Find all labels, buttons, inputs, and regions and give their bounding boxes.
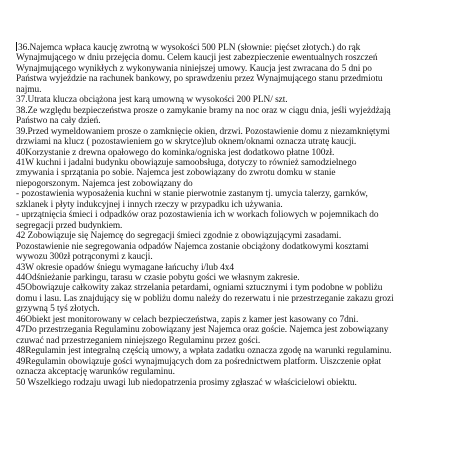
doc-line: 40Korzystanie z drewna opałowego do kominka/ogniska jest dodatkowo płatne 100zł. (16, 147, 335, 158)
doc-line: 42 Zobowiązuje się Najemcę do segregacji śmieci zgodnie z obowiązującymi zasadami. (16, 231, 342, 242)
doc-line: Wynajmującego wynikłych z wykonywania niniejszej umowy. Kaucja jest zwracana do 5 dni po (16, 63, 372, 74)
doc-line: szklanek i płyty indukcyjnej i innych rzeczy w przypadku ich używania. (16, 199, 283, 210)
doc-line: 48Regulamin jest integralną częścią umowy, a wpłata zadatku oznacza zgodę na warunki regulaminu. (16, 346, 392, 357)
doc-line: 38.Ze względu bezpieczeństwa prosze o zamykanie bramy na noc oraz w ciągu dnia, jeśli wyjeżdżają (16, 105, 391, 116)
doc-line: 49Regulamin obowiązuje gości wynajmujących dom za pośrednictwem platform. Uiszczenie opłat (16, 356, 381, 367)
doc-line: najmu. (16, 84, 42, 95)
doc-line: 43W okresie opadów śniegu wymagane łańcuchy i/lub 4x4 (16, 262, 235, 273)
doc-line: 50 Wszelkiego rodzaju uwagi lub niedopatrzenia prosimy zgłaszać w właścicielowi obiektu. (16, 377, 357, 388)
doc-line: czuwać nad przestrzeganiem niniejszego Regulaminu przez gości. (16, 335, 261, 346)
doc-line: 44Odśnieżanie parkingu, tarasu w czasie pobytu gości we własnym zakresie. (16, 272, 300, 283)
doc-line: segregacji przed budynkiem. (16, 220, 123, 231)
doc-line: 36.Najemca wpłaca kaucję zwrotną w wysokości 500 PLN (słownie: pięćset złotych.) do rąk (18, 43, 361, 53)
doc-line: Państwa wyjeździe na rachunek bankowy, po sprawdzeniu przez Wynajmującego stanu przedmiotu (16, 74, 383, 85)
doc-line: 47Do przestrzegania Regulaminu zobowiązany jest Najemca oraz goście. Najemca jest zobowiązany (16, 325, 389, 336)
doc-line: oznacza akceptację warunków regulaminu. (16, 367, 175, 378)
doc-line: 45Obowiązuje całkowity zakaz strzelania petardami, ogniami sztucznymi i tym podobne w pobliżu (16, 283, 383, 294)
regulations-document (16, 42, 444, 388)
doc-line: 46Obiekt jest monitorowany w celach bezpieczeństwa, zapis z kamer jest kasowany co 7dni. (16, 314, 359, 325)
doc-line: - uprzątnięcia śmieci i odpadków oraz pozostawienia ich w workach foliowych w pojemnikach do (16, 210, 379, 221)
doc-line: 41W kuchni i jadalni budynku obowiązuje samoobsługa, dotyczy to również samodzielnego (16, 157, 357, 168)
text-cursor (16, 42, 17, 51)
doc-line: wywozu 300zł potrąconymi z kaucji. (16, 252, 153, 263)
doc-line: 39.Przed wymeldowaniem prosze o zamknięcie okien, drzwi. Pozostawienie domu z niezamkniętymi (16, 126, 390, 137)
doc-line: domu i lasu. Las znajdujący się w pobliżu domu należy do rezerwatu i nie przestrzeganie zakazu grozi (16, 293, 394, 304)
doc-line: Pozostawienie nie segregowania odpadów Najemca zostanie obciążony dodatkowymi kosztami (16, 241, 369, 252)
doc-line: 37.Utrata klucza obciążona jest karą umowną w wysokości 200 PLN/ szt. (16, 95, 288, 106)
doc-line: drzwiami na klucz ( pozostawieniem go w skrytce)lub oknem/oknami oznacza utratę kaucji. (16, 137, 357, 148)
doc-line: grzywną 5 tyś złotych. (16, 304, 100, 315)
doc-line: niepogorszonym. Najemca jest zobowiązany do (16, 178, 193, 189)
doc-line: Państwo na cały dzień. (16, 116, 101, 127)
doc-line: zmywania i sprzątania po sobie. Najemca jest zobowiązany do zwrotu domku w stanie (16, 168, 336, 179)
doc-line: - pozostawienia wyposażenia kuchni w stanie pierwotnie zastanym tj. umycia talerzy, garnków, (16, 189, 368, 200)
doc-line: Wynajmującego w dniu przejęcia domu. Celem kaucji jest zabezpieczenie ewentualnych roszczeń (16, 53, 378, 64)
